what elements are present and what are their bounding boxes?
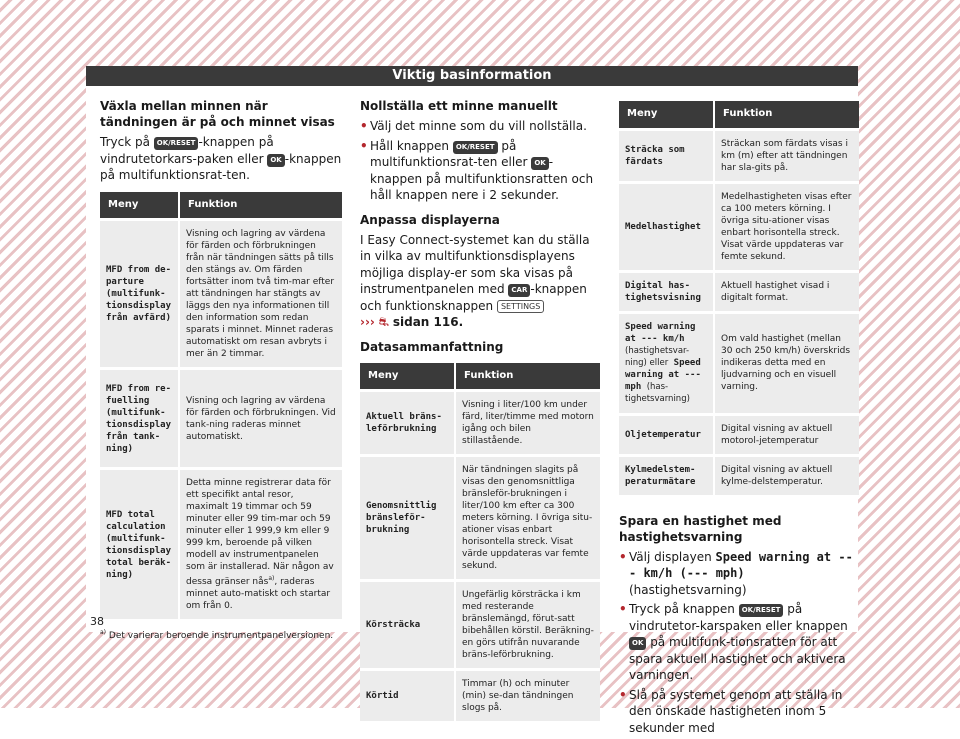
function-cell: Visning och lagring av värdena för färden och förbrukningen från när tändningen sätts på tills den stängs av. Om färden fortsätter inom två tim-mar efter att tändningen har stängts av läggs den nya informationen till den information som redan sparats i minnet. Minnet raderas automatiskt om resan avbryts i mer än 2 timmar. xyxy=(179,220,342,369)
text: Tryck på xyxy=(100,135,154,149)
menu-cell xyxy=(619,312,714,414)
col2-table xyxy=(360,363,600,722)
ok-reset-key-icon: OK/RESET xyxy=(154,137,199,150)
function-cell: Visning i liter/100 km under färd, liter/timme med motorn igång och bilen stillastående. xyxy=(455,391,600,456)
bullet-item xyxy=(360,138,600,204)
header-menu: Meny xyxy=(619,101,714,129)
page-reference: sidan 116. xyxy=(392,315,464,329)
text: (hastighetsvar-ning) eller xyxy=(625,346,690,368)
table-row xyxy=(619,129,859,182)
col1-table xyxy=(100,192,342,620)
function-cell: Om vald hastighet (mellan 30 och 250 km/h) överskrids indikeras detta med en ljudvarning och en visuell varning. xyxy=(714,312,859,414)
function-cell: Digital visning av aktuell kylme-delstemperatur. xyxy=(714,455,859,495)
table-row xyxy=(360,456,600,581)
text: , raderas minnet auto-matiskt och startar om från 0. xyxy=(186,577,331,611)
menu-cell: MFD from re-fuelling (multifunk-tionsdisplay från tank-ning) xyxy=(100,369,179,469)
car-settings-icon: ⛐ xyxy=(378,315,390,329)
table-row xyxy=(619,455,859,495)
text: Håll knappen xyxy=(370,138,453,153)
bullet-icon: • xyxy=(619,549,627,564)
bullet-icon: • xyxy=(360,119,368,133)
text: Välj displayen xyxy=(629,549,716,564)
table-row xyxy=(619,182,859,271)
column-1 xyxy=(100,98,342,642)
text: på multifunktionsrat-ten eller xyxy=(370,138,532,169)
car-key-icon: CAR xyxy=(508,284,530,297)
ok-reset-key-icon: OK/RESET xyxy=(453,141,498,154)
function-cell: När tändningen slagits på visas den genomsnittliga bränsleför-brukningen i liter/100 km efter ca 300 meters körning. I övriga situ-ationer visas enbart horisontella streck. Visat värde uppdateras var femte sekund. xyxy=(455,456,600,581)
menu-cell: MFD total calculation (multifunk-tionsdisplay total beräk-ning) xyxy=(100,469,179,620)
bullet-item xyxy=(619,687,859,737)
menu-cell: Sträcka som färdats xyxy=(619,129,714,182)
table-header-row xyxy=(619,101,859,129)
menu-cell: Medelhastighet xyxy=(619,182,714,271)
ok-key-icon: OK xyxy=(267,154,284,167)
menu-cell: Oljetemperatur xyxy=(619,414,714,455)
menu-cell: Körsträcka xyxy=(360,581,455,670)
menu-cell: Genomsnittlig bränsleför-brukning xyxy=(360,456,455,581)
text: Detta minne registrerar data för ett specifikt antal resor, maximalt 19 timmar och 59 minuter eller 99 tim-mar och 59 minuter eller 1 999,9 km eller 9 999 km, beroende på vilken modell av instrumentpanelen som är installerad. När någon av dessa gränser nås xyxy=(186,478,334,587)
text: Speed warning at --- mph xyxy=(625,358,701,392)
table-row xyxy=(360,391,600,456)
function-cell: Ungefärlig körsträcka i km med resterande bränslemängd, förut-satt bibehållen körstil. Beräkning-en görs utifrån nuvarande bräns-leförbrukning. xyxy=(455,581,600,670)
column-3 xyxy=(619,101,859,739)
page-header: Viktig basinformation xyxy=(86,66,858,86)
function-cell: Aktuell hastighet visad i digitalt format. xyxy=(714,271,859,312)
bullet-icon: • xyxy=(619,687,627,702)
text: Tryck på knappen xyxy=(629,602,739,616)
text: Speed warning at --- km/h xyxy=(625,322,696,344)
table-row xyxy=(100,369,342,469)
header-menu: Meny xyxy=(100,192,179,220)
footnote-mark: a) xyxy=(100,629,107,636)
function-cell: Sträckan som färdats visas i km (m) efter att tändningen har sla-gits på. xyxy=(714,129,859,182)
function-cell: Digital visning av aktuell motorol-jetemperatur xyxy=(714,414,859,455)
col2-paragraph xyxy=(360,232,600,331)
text: Slå på systemet genom att ställa in den önskade hastigheten inom 5 sekunder med xyxy=(629,687,843,735)
footnote xyxy=(100,627,342,642)
col2-heading-reset: Nollställa ett minne manuellt xyxy=(360,99,558,113)
text: (has-tighetsvarning) xyxy=(625,382,690,404)
menu-cell: Aktuell bräns-leförbrukning xyxy=(360,391,455,456)
col1-paragraph xyxy=(100,134,342,184)
header-function: Funktion xyxy=(455,363,600,391)
col1-heading: Växla mellan minnen när tändningen är på och minnet visas xyxy=(100,99,335,129)
bullet-item xyxy=(619,549,859,599)
footnote-text: Det varierar beroende instrumentpanelversionen. xyxy=(108,631,334,641)
table-row xyxy=(360,670,600,722)
settings-key-icon: SETTINGS xyxy=(497,300,544,313)
table-row xyxy=(619,414,859,455)
text: I Easy Connect-systemet kan du ställa in vilka av multifunktionsdisplayens möjliga display-er som ska visas på instrumentpanelen med xyxy=(360,232,590,296)
col2-heading-displays: Anpassa displayerna xyxy=(360,212,500,227)
col3-heading: Spara en hastighet med hastighetsvarning xyxy=(619,513,782,544)
display-name: Speed warning at --- km/h (--- mph) xyxy=(629,549,853,580)
footnote-ref: a) xyxy=(268,575,275,582)
ok-reset-key-icon: OK/RESET xyxy=(739,604,784,617)
table-header-row xyxy=(360,363,600,391)
header-function: Funktion xyxy=(714,101,859,129)
header-function: Funktion xyxy=(179,192,342,220)
function-cell: Visning och lagring av värdena för färden och förbrukningen. Vid tank-ning raderas minnet automatiskt. xyxy=(179,369,342,469)
table-row xyxy=(100,220,342,369)
function-cell xyxy=(179,469,342,620)
ok-key-icon: OK xyxy=(531,157,548,170)
table-row xyxy=(619,271,859,312)
text: på vindrutetor-karspaken eller knappen xyxy=(629,602,848,633)
function-cell: Medelhastigheten visas efter ca 100 meters körning. I övriga situ-ationer visas enbart horisontella streck. Visat värde uppdateras var femte sekund. xyxy=(714,182,859,271)
col3-table xyxy=(619,101,859,495)
page-number: 38 xyxy=(90,615,104,628)
bullet-icon: • xyxy=(360,138,368,153)
bullet-item xyxy=(619,601,859,684)
menu-cell: Digital has-tighetsvisning xyxy=(619,271,714,312)
text: (hastighetsvarning) xyxy=(629,582,747,597)
ok-key-icon: OK xyxy=(629,637,646,650)
text: -knappen på multifunktionsratten och håll knappen nere i 2 sekunder. xyxy=(370,155,594,202)
table-row xyxy=(619,312,859,414)
menu-cell: Körtid xyxy=(360,670,455,722)
bullet-item xyxy=(360,118,600,135)
menu-cell: Kylmedelstem-peraturmätare xyxy=(619,455,714,495)
table-row xyxy=(360,581,600,670)
column-2 xyxy=(360,98,600,721)
col2-heading-summary: Datasammanfattning xyxy=(360,339,504,354)
text: -knappen och funktionsknappen xyxy=(360,282,587,313)
text: -knappen på multifunktionsrat-ten. xyxy=(100,151,342,182)
menu-cell: MFD from de-parture (multifunk-tionsdisplay från avfärd) xyxy=(100,220,179,369)
function-cell: Timmar (h) och minuter (min) se-dan tändningen slogs på. xyxy=(455,670,600,722)
bullet-icon: • xyxy=(619,602,627,616)
header-menu: Meny xyxy=(360,363,455,391)
text: Välj det minne som du vill nollställa. xyxy=(370,119,587,133)
reference-arrow-icon: ››› xyxy=(360,315,375,329)
table-row xyxy=(100,469,342,620)
text: på multifunk-tionsratten för att spara aktuell hastighet och aktivera varningen. xyxy=(629,635,846,682)
text: -knappen på vindrutetorkars-paken eller xyxy=(100,135,274,166)
table-header-row xyxy=(100,192,342,220)
